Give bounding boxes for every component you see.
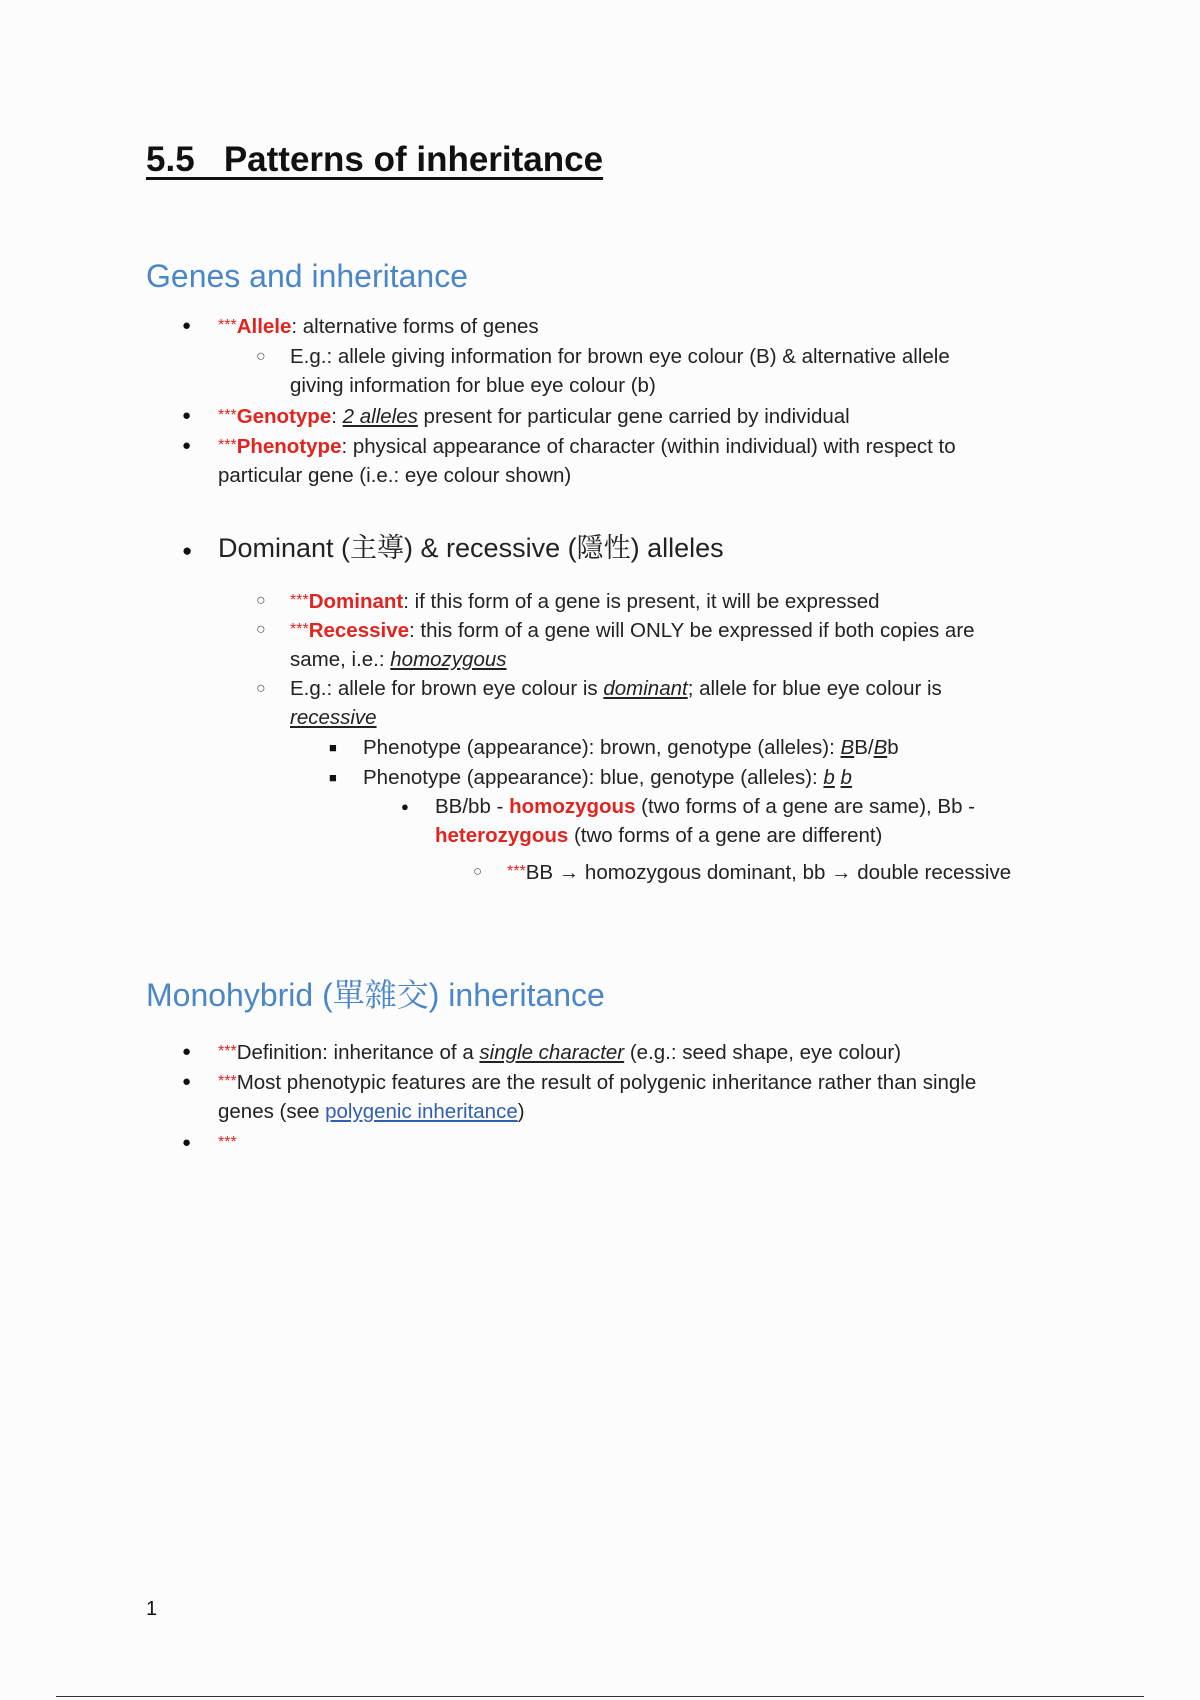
list-item-blue-genotype: ■ Phenotype (appearance): blue, genotype (alleles): b b [363, 763, 852, 792]
term-dominant: Dominant [308, 590, 404, 613]
list-item-empty: ● *** [218, 1128, 237, 1158]
list-item-allele-example: ○ E.g.: allele giving information for brown eye colour (B) & alternative allele giving information for blue eye colour (b) [290, 342, 950, 400]
list-item-phenotype: ● ***Phenotype: physical appearance of character (within individual) with respect to particular gene (i.e.: eye colour shown) [218, 431, 956, 490]
section-heading-monohybrid: Monohybrid (單雜交) inheritance [146, 977, 605, 1013]
list-item-definition: ● ***Definition: inheritance of a single character (e.g.: seed shape, eye colour) [218, 1037, 901, 1067]
list-item-polygenic: ● ***Most phenotypic features are the result of polygenic inheritance rather than single genes (see polygenic inheritance) [218, 1067, 976, 1126]
term-genotype: Genotype [236, 405, 332, 428]
term-homozygous: homozygous [509, 795, 636, 818]
list-item-eye-colour-example: ○ E.g.: allele for brown eye colour is dominant; allele for blue eye colour is recessive [290, 674, 942, 732]
term-allele: Allele [236, 315, 292, 338]
page-number: 1 [146, 1598, 158, 1620]
list-item-bb-note: ○ ***BB → homozygous dominant, bb → double recessive [507, 857, 1011, 887]
section-heading-genes: Genes and inheritance [146, 258, 468, 294]
term-heterozygous: heterozygous [435, 824, 569, 847]
list-item-dominant: ○ ***Dominant: if this form of a gene is present, it will be expressed [290, 586, 880, 616]
subheading-dominant-recessive: ● Dominant (主導) & recessive (隱性) alleles [218, 531, 724, 565]
footer-rule [56, 1696, 1144, 1697]
list-item-brown-genotype: ■ Phenotype (appearance): brown, genotype (alleles): BB/Bb [363, 733, 899, 762]
term-phenotype: Phenotype [236, 435, 342, 458]
list-item-zygosity: ● BB/bb - homozygous (two forms of a gene are same), Bb - heterozygous (two forms of a gene are different) [435, 792, 975, 850]
page-title: 5.5 Patterns of inheritance [146, 140, 604, 179]
list-item-allele: ● ***Allele: alternative forms of genes [218, 311, 539, 341]
list-item-genotype: ● ***Genotype: 2 alleles present for particular gene carried by individual [218, 401, 850, 431]
polygenic-inheritance-link[interactable]: polygenic inheritance [325, 1100, 518, 1123]
term-recessive: Recessive [308, 619, 409, 642]
list-item-recessive: ○ ***Recessive: this form of a gene will ONLY be expressed if both copies are same, i.e.: homozygous [290, 615, 975, 674]
